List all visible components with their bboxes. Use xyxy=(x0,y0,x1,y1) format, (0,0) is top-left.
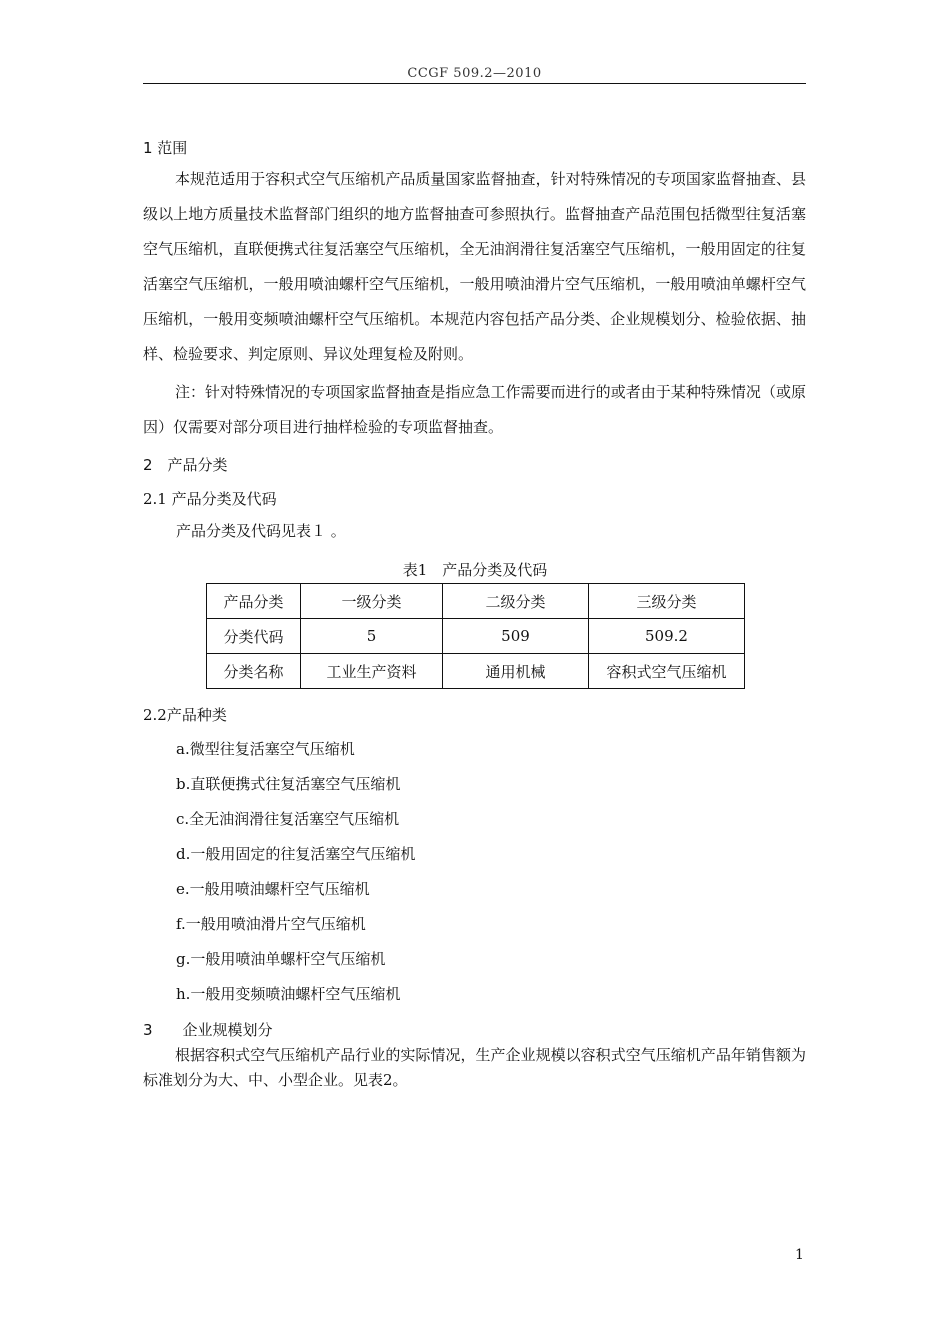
table-cell: 通用机械 xyxy=(443,654,589,689)
list-item: e.一般用喷油螺杆空气压缩机 xyxy=(176,880,370,898)
table-row xyxy=(207,619,745,654)
table-1-caption: 表1 产品分类及代码 xyxy=(402,561,548,579)
section-1-heading: 1 范围 xyxy=(143,139,188,157)
section-2-1-text: 产品分类及代码见表１ 。 xyxy=(176,522,346,540)
list-item: a.微型往复活塞空气压缩机 xyxy=(176,740,355,758)
list-item: h.一般用变频喷油螺杆空气压缩机 xyxy=(176,985,401,1003)
page-number: 1 xyxy=(795,1247,804,1263)
page-header-code: CCGF 509.2—2010 xyxy=(407,66,542,81)
table-header-row xyxy=(207,584,745,619)
list-item: f.一般用喷油滑片空气压缩机 xyxy=(176,915,366,933)
table-cell: 509.2 xyxy=(589,619,745,654)
section-2-1-heading: 2.1 产品分类及代码 xyxy=(143,490,277,508)
table-cell: 5 xyxy=(301,619,443,654)
header-divider xyxy=(143,83,806,84)
list-item: c.全无油润滑往复活塞空气压缩机 xyxy=(176,810,400,828)
list-item: g.一般用喷油单螺杆空气压缩机 xyxy=(176,950,386,968)
section-2-heading: 2 产品分类 xyxy=(143,456,228,474)
table-cell: 工业生产资料 xyxy=(301,654,443,689)
table-cell: 产品分类 xyxy=(207,584,301,619)
section-3-heading: 3 企业规模划分 xyxy=(143,1021,273,1039)
table-cell: 一级分类 xyxy=(301,584,443,619)
table-cell: 509 xyxy=(443,619,589,654)
table-cell: 分类代码 xyxy=(207,619,301,654)
section-2-2-heading: 2.2产品种类 xyxy=(143,706,227,724)
table-row xyxy=(207,654,745,689)
classification-table xyxy=(206,583,745,689)
table-cell: 二级分类 xyxy=(443,584,589,619)
list-item: b.直联便携式往复活塞空气压缩机 xyxy=(176,775,401,793)
table-cell: 三级分类 xyxy=(589,584,745,619)
table-cell: 容积式空气压缩机 xyxy=(589,654,745,689)
section-1-paragraph: 本规范适用于容积式空气压缩机产品质量国家监督抽查，针对特殊情况的专项国家监督抽查、县级以上地方质量技术监督部门组织的地方监督抽查可参照执行。监督抽查产品范围包括微型往复活塞空气压缩机，直联便携式往复活塞空气压缩机，全无油润滑往复活塞空气压缩机，一般用固定的往复活塞空气压缩机，一般用喷油螺杆空气压缩机，一般用喷油滑片空气压缩机，一般用喷油单螺杆空气压缩机，一般用变频喷油螺杆空气压缩机。本规范内容包括产品分类、企业规模划分、检验依据、抽样、检验要求、判定原则、异议处理复检及附则。 xyxy=(143,170,806,363)
table-cell: 分类名称 xyxy=(207,654,301,689)
section-1-note: 注：针对特殊情况的专项国家监督抽查是指应急工作需要而进行的或者由于某种特殊情况（或原因）仅需要对部分项目进行抽样检验的专项监督抽查。 xyxy=(143,383,806,436)
section-3-paragraph: 根据容积式空气压缩机产品行业的实际情况，生产企业规模以容积式空气压缩机产品年销售额为标准划分为大、中、小型企业。见表2。 xyxy=(143,1046,806,1089)
list-item: d.一般用固定的往复活塞空气压缩机 xyxy=(176,845,416,863)
